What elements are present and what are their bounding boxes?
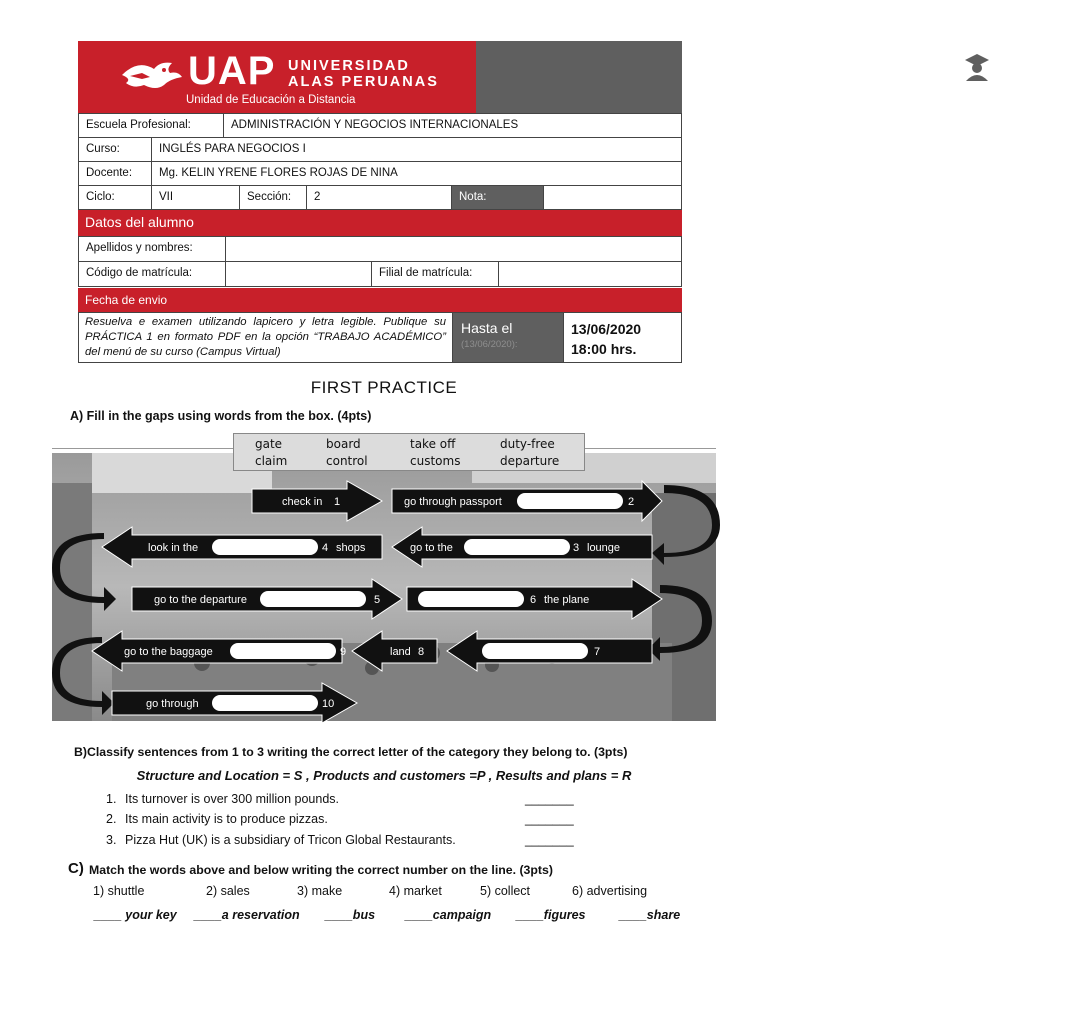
step-3-label: go to the [410,542,453,554]
step-4-label: look in the [148,542,199,554]
school-value: ADMINISTRACIÓN Y NEGOCIOS INTERNACIONALES [223,113,682,138]
grade-label: Nota: [451,185,544,210]
send-date-header: Fecha de envio [78,288,682,312]
step-6-label: the plane [544,594,590,606]
names-label: Apellidos y nombres: [78,236,226,262]
b-item-2-num: 2. [106,812,117,826]
step-10-label: go through [146,698,199,710]
c-phrase-5[interactable]: ____figures [516,908,586,922]
student-data-header: Datos del alumno [78,210,682,236]
section-b-instruction: B)Classify sentences from 1 to 3 writing the correct letter of the category they belong to. (3pts) [74,745,628,759]
banner-red-panel [78,41,476,113]
branch-label: Filial de matrícula: [371,261,499,287]
school-label: Escuela Profesional: [78,113,224,138]
teacher-value: Mg. KELIN YRENE FLORES ROJAS DE NINA [151,161,682,186]
step-5-label: go to the departure [154,594,247,606]
word-duty-free: duty-free [500,437,555,451]
b-item-2-text: Its main activity is to produce pizzas. [125,812,328,826]
airport-photo-background [52,453,716,721]
word-customs: customs [410,454,461,468]
step-4-after: shops [336,542,366,554]
grade-value-field[interactable] [543,185,682,210]
section-c-instruction: Match the words above and below writing the correct number on the line. (3pts) [89,863,553,877]
deadline-label: Hasta el [461,320,513,336]
word-departure: departure [500,454,560,468]
section-label: Sección: [239,185,307,210]
c-word-4: 4) market [389,884,442,898]
c-word-3: 3) make [297,884,343,898]
step-3-num: 3 [573,542,580,554]
cycle-label: Ciclo: [78,185,152,210]
b-item-1-blank[interactable]: _______ [525,792,574,806]
cycle-value: VII [151,185,240,210]
b-item-3-text: Pizza Hut (UK) is a subsidiary of Tricon Global Restaurants. [125,833,456,847]
c-phrase-4[interactable]: ____campaign [405,908,492,922]
section-c-label: C) [68,860,84,877]
submission-instructions: Resuelva e examen utilizando lapicero y letra legible. Publique su PRÁCTICA 1 en formato PDF en la opción “TRABAJO ACADÉMICO” del menú de su curso (Campus Virtual) [78,312,453,363]
step-1-num: 1 [334,496,341,508]
step-1-label: check in [282,496,323,508]
step-8-label: land [390,646,411,658]
branch-field[interactable] [498,261,682,287]
section-value: 2 [306,185,452,210]
b-item-1-num: 1. [106,792,117,806]
deadline-time: 18:00 hrs. [571,341,637,357]
word-claim: claim [255,454,288,468]
deadline-hint: (13/06/2020): [461,339,518,350]
header-banner [78,41,1025,113]
c-phrase-6[interactable]: ____share [619,908,681,922]
section-b-categories: Structure and Location = S , Products and customers =P , Results and plans = R [136,768,632,783]
word-box [233,433,585,471]
step-9-num: 9 [340,646,347,658]
deadline-label-cell [452,312,564,363]
b-item-3-num: 3. [106,833,117,847]
airport-flow-diagram [52,453,716,721]
c-word-5: 5) collect [480,884,531,898]
logo-university-name [288,58,439,90]
names-field[interactable] [225,236,682,262]
eagle-emblem-icon [120,55,184,95]
step-4-num: 4 [322,542,329,554]
b-item-2-blank[interactable]: _______ [525,812,574,826]
logo-brand: UAP [188,49,276,93]
university-line-1: UNIVERSIDAD [288,58,410,74]
step-3-after: lounge [587,542,621,554]
step-9-label: go to the baggage [124,646,213,658]
banner-grey-panel [476,41,1025,113]
c-word-2: 2) sales [206,884,250,898]
word-take-off: take off [410,437,456,451]
unit-subtitle: Unidad de Educación a Distancia [186,94,356,106]
teacher-label: Docente: [78,161,152,186]
step-10-num: 10 [322,698,335,710]
university-line-2: ALAS PERUANAS [288,74,439,90]
practice-title: PRÁCTICA 1 [929,88,1025,105]
c-word-1: 1) shuttle [93,884,145,898]
c-phrase-2[interactable]: ____a reservation [194,908,300,922]
b-item-1-text: Its turnover is over 300 million pounds. [125,792,339,806]
word-gate: gate [255,437,283,451]
step-2-num: 2 [628,496,635,508]
step-2-label: go through passport [404,496,502,508]
deadline-value-cell [563,312,682,363]
deadline-date: 13/06/2020 [571,321,642,337]
course-value: INGLÉS PARA NEGOCIOS I [151,137,682,162]
code-field[interactable] [225,261,372,287]
c-phrase-1[interactable]: ____ your key [94,908,177,922]
step-6-num: 6 [530,594,537,606]
c-phrase-3[interactable]: ____bus [325,908,376,922]
c-word-6: 6) advertising [572,884,648,898]
section-a-instruction: A) Fill in the gaps using words from the box. (4pts) [70,409,372,423]
word-board: board [326,437,361,451]
practice-heading: FIRST PRACTICE [310,378,458,397]
course-label: Curso: [78,137,152,162]
step-8-num: 8 [418,646,425,658]
student-icon [950,47,1004,87]
step-5-num: 5 [374,594,381,606]
b-item-3-blank[interactable]: _______ [525,833,574,847]
word-control: control [326,454,368,468]
step-7-num: 7 [594,646,601,658]
code-label: Código de matrícula: [78,261,226,287]
